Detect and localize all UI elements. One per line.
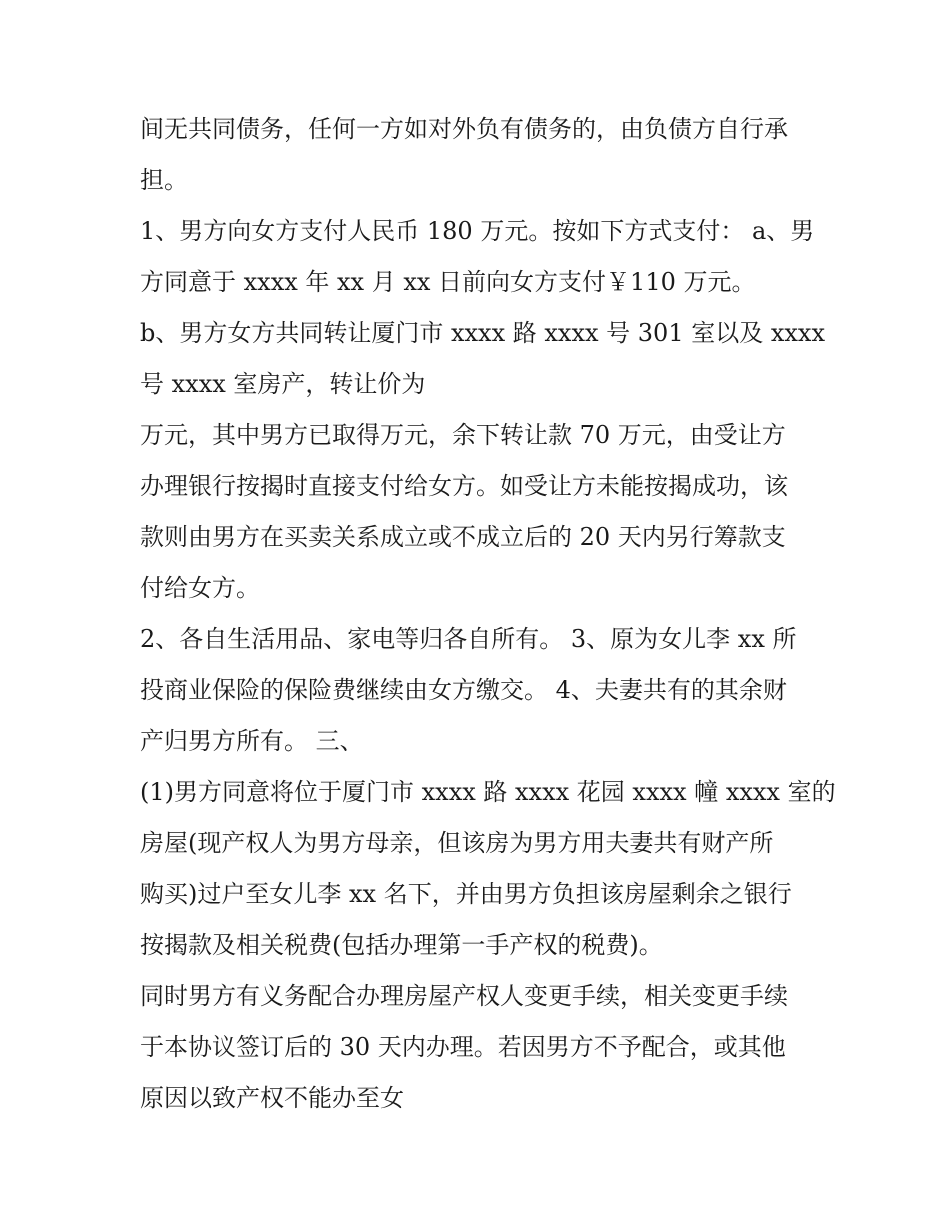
text-line: 1、男方向女方支付人民币 180 万元。按如下方式支付： a、男 xyxy=(140,217,815,245)
text-line: 号 xxxx 室房产，转让价为 xyxy=(140,370,426,398)
text-line: 房屋(现产权人为男方母亲，但该房为男方用夫妻共有财产所 xyxy=(140,829,774,857)
text-line: 按揭款及相关税费(包括办理第一手产权的税费)。 xyxy=(140,931,663,959)
text-line: b、男方女方共同转让厦门市 xxxx 路 xxxx 号 301 室以及 xxxx xyxy=(140,319,825,347)
text-line: 间无共同债务，任何一方如对外负有债务的，由负债方自行承 xyxy=(140,115,788,143)
text-line: 办理银行按揭时直接支付给女方。如受让方未能按揭成功，该 xyxy=(140,472,788,500)
text-line: 2、各自生活用品、家电等归各自所有。 3、原为女儿李 xx 所 xyxy=(140,625,797,653)
text-line: 担。 xyxy=(140,166,188,194)
text-line: (1)男方同意将位于厦门市 xxxx 路 xxxx 花园 xxxx 幢 xxxx 室的 xyxy=(140,778,836,806)
text-line: 原因以致产权不能办至女 xyxy=(140,1084,404,1112)
text-line: 于本协议签订后的 30 天内办理。若因男方不予配合，或其他 xyxy=(140,1033,786,1061)
text-line: 付给女方。 xyxy=(140,574,260,602)
text-line: 款则由男方在买卖关系成立或不成立后的 20 天内另行筹款支 xyxy=(140,523,786,551)
text-line: 产归男方所有。 三、 xyxy=(140,727,364,755)
text-line: 方同意于 xxxx 年 xx 月 xx 日前向女方支付￥110 万元。 xyxy=(140,268,756,296)
text-line: 投商业保险的保险费继续由女方缴交。 4、夫妻共有的其余财 xyxy=(140,676,787,704)
text-line: 万元，其中男方已取得万元，余下转让款 70 万元，由受让方 xyxy=(140,421,786,449)
text-line: 同时男方有义务配合办理房屋产权人变更手续，相关变更手续 xyxy=(140,982,788,1010)
text-line: 购买)过户至女儿李 xx 名下，并由男方负担该房屋剩余之银行 xyxy=(140,880,792,908)
document-body xyxy=(140,104,836,1124)
